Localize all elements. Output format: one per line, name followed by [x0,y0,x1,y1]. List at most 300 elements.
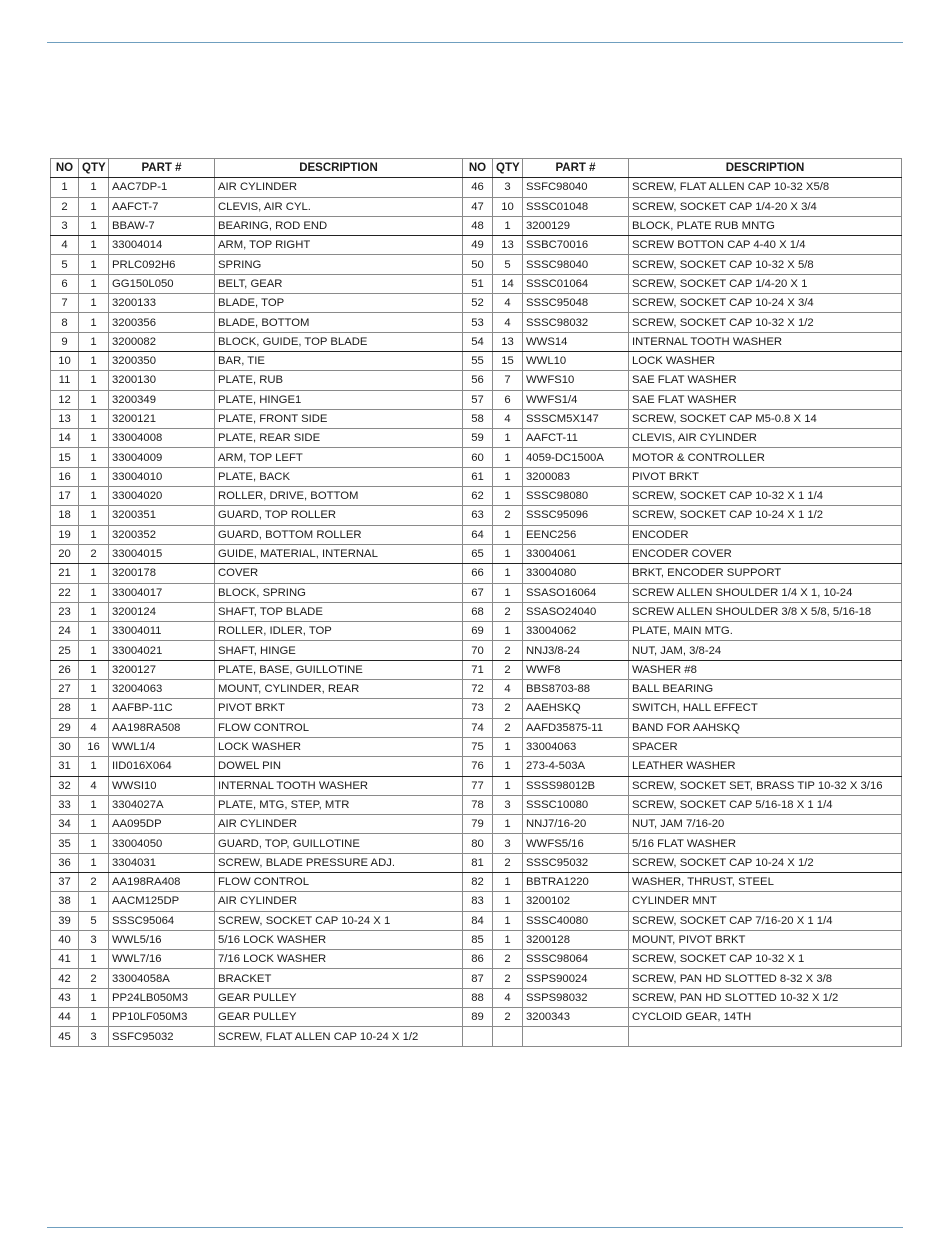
description-cell: GEAR PULLEY [215,988,463,1007]
table-row [51,371,902,390]
table-row [51,834,902,853]
description-cell: COVER [215,564,463,583]
description-cell: LOCK WASHER [629,351,902,370]
description-cell: SCREW, SOCKET CAP M5-0.8 X 14 [629,409,902,428]
item-qty-cell: 1 [79,178,109,197]
item-qty-cell: 1 [493,757,523,776]
item-qty-cell: 3 [493,795,523,814]
item-qty-cell: 1 [79,988,109,1007]
description-cell: MOUNT, PIVOT BRKT [629,930,902,949]
part-number-cell: SSSC10080 [523,795,629,814]
part-number-cell: EENC256 [523,525,629,544]
parts-list-table [50,158,902,1047]
description-cell: SWITCH, HALL EFFECT [629,699,902,718]
item-no-cell: 46 [463,178,493,197]
description-cell: SCREW, SOCKET CAP 10-24 X 1/2 [629,853,902,872]
item-no-cell: 7 [51,294,79,313]
description-cell: SHAFT, HINGE [215,641,463,660]
item-qty-cell: 1 [493,930,523,949]
part-number-cell: SSSC95032 [523,853,629,872]
part-number-cell: 33004050 [109,834,215,853]
item-no-cell: 9 [51,332,79,351]
table-row [51,1027,902,1046]
part-number-cell: WWFS10 [523,371,629,390]
description-cell: SCREW, PAN HD SLOTTED 8-32 X 3/8 [629,969,902,988]
part-number-cell: AA198RA408 [109,872,215,891]
item-no-cell: 87 [463,969,493,988]
part-number-cell: 33004063 [523,737,629,756]
item-qty-cell: 1 [79,294,109,313]
item-qty-cell: 1 [493,776,523,795]
part-number-cell: 33004080 [523,564,629,583]
part-number-cell: WWS14 [523,332,629,351]
part-number-cell: SSPS98032 [523,988,629,1007]
part-number-cell: 3200349 [109,390,215,409]
description-cell: SHAFT, TOP BLADE [215,602,463,621]
item-qty-cell: 13 [493,236,523,255]
item-no-cell: 49 [463,236,493,255]
part-number-cell: SSFC95032 [109,1027,215,1046]
item-no-cell: 21 [51,564,79,583]
description-cell: PLATE, BASE, GUILLOTINE [215,660,463,679]
item-no-cell: 76 [463,757,493,776]
description-cell: PLATE, RUB [215,371,463,390]
part-number-cell: SSSC01064 [523,274,629,293]
item-qty-cell: 1 [79,1008,109,1027]
table-row [51,969,902,988]
item-qty-cell: 1 [79,506,109,525]
item-qty-cell: 2 [79,544,109,563]
table-body [51,178,902,1046]
description-cell: 5/16 FLAT WASHER [629,834,902,853]
part-number-cell: 3200083 [523,467,629,486]
item-qty-cell: 1 [79,274,109,293]
item-no-cell: 13 [51,409,79,428]
table-row [51,409,902,428]
description-cell: MOTOR & CONTROLLER [629,448,902,467]
description-cell: SCREW, SOCKET SET, BRASS TIP 10-32 X 3/16 [629,776,902,795]
part-number-cell: GG150L050 [109,274,215,293]
item-qty-cell: 1 [493,564,523,583]
description-cell: GEAR PULLEY [215,1008,463,1027]
item-no-cell: 53 [463,313,493,332]
table-row [51,351,902,370]
table-row [51,795,902,814]
part-number-cell: 3200127 [109,660,215,679]
table-row [51,641,902,660]
part-number-cell: SSSC98080 [523,487,629,506]
table-row [51,930,902,949]
item-qty-cell: 1 [79,255,109,274]
item-qty-cell: 1 [493,467,523,486]
item-qty-cell: 2 [493,718,523,737]
item-qty-cell: 1 [79,351,109,370]
item-qty-cell: 1 [79,680,109,699]
part-number-cell: 33004008 [109,429,215,448]
item-no-cell: 38 [51,892,79,911]
item-qty-cell: 1 [79,525,109,544]
item-qty-cell: 7 [493,371,523,390]
item-no-cell: 44 [51,1008,79,1027]
item-no-cell: 68 [463,602,493,621]
item-qty-cell: 16 [79,737,109,756]
table-header-row [51,159,902,178]
item-no-cell: 28 [51,699,79,718]
description-header-2: DESCRIPTION [629,159,902,178]
item-no-cell: 85 [463,930,493,949]
description-cell: SCREW, SOCKET CAP 10-32 X 1/2 [629,313,902,332]
item-no-cell: 23 [51,602,79,621]
description-cell: SCREW, BLADE PRESSURE ADJ. [215,853,463,872]
item-qty-cell: 1 [79,641,109,660]
part-number-cell: AAFCT-11 [523,429,629,448]
description-cell: AIR CYLINDER [215,815,463,834]
table-row [51,892,902,911]
part-number-cell: SSSC98032 [523,313,629,332]
part-number-cell: 3200343 [523,1008,629,1027]
item-no-cell: 27 [51,680,79,699]
item-no-cell: 6 [51,274,79,293]
part-number-cell: SSSC95048 [523,294,629,313]
header-rule [47,42,903,43]
item-qty-cell: 1 [79,950,109,969]
item-no-cell: 37 [51,872,79,891]
part-number-cell: 3200128 [523,930,629,949]
item-no-cell: 69 [463,622,493,641]
item-no-cell: 32 [51,776,79,795]
item-qty-cell: 1 [493,892,523,911]
table-row [51,294,902,313]
description-cell: PLATE, REAR SIDE [215,429,463,448]
part-number-cell: SSSC98064 [523,950,629,969]
table-row [51,564,902,583]
description-cell: SCREW ALLEN SHOULDER 1/4 X 1, 10-24 [629,583,902,602]
description-cell: GUARD, TOP ROLLER [215,506,463,525]
table-row [51,467,902,486]
part-number-cell: WWFS5/16 [523,834,629,853]
table-row [51,680,902,699]
item-no-cell: 42 [51,969,79,988]
description-cell: SCREW, SOCKET CAP 10-24 X 1 [215,911,463,930]
item-no-cell: 57 [463,390,493,409]
description-cell: BALL BEARING [629,680,902,699]
item-qty-cell: 1 [79,564,109,583]
item-no-cell: 79 [463,815,493,834]
qty-header-2: QTY [493,159,523,178]
table-row [51,178,902,197]
description-cell: ARM, TOP LEFT [215,448,463,467]
description-cell: 7/16 LOCK WASHER [215,950,463,969]
item-no-cell: 17 [51,487,79,506]
description-cell: FLOW CONTROL [215,872,463,891]
table-row [51,313,902,332]
part-number-cell: AAC7DP-1 [109,178,215,197]
item-no-cell: 82 [463,872,493,891]
part-number-cell: SSASO16064 [523,583,629,602]
description-cell: BLADE, TOP [215,294,463,313]
part-number-cell: 3200129 [523,216,629,235]
part-number-cell: NNJ7/16-20 [523,815,629,834]
item-no-cell: 55 [463,351,493,370]
item-no-cell: 45 [51,1027,79,1046]
item-qty-cell: 1 [79,429,109,448]
item-qty-cell: 1 [493,583,523,602]
table-row [51,1008,902,1027]
part-number-cell: 33004014 [109,236,215,255]
description-cell: BLOCK, GUIDE, TOP BLADE [215,332,463,351]
item-qty-cell: 1 [79,487,109,506]
part-number-cell: WWSI10 [109,776,215,795]
table-row [51,448,902,467]
item-no-cell: 24 [51,622,79,641]
item-no-cell: 63 [463,506,493,525]
item-qty-cell: 1 [493,815,523,834]
item-qty-cell: 1 [79,390,109,409]
description-cell: PLATE, FRONT SIDE [215,409,463,428]
table-row [51,776,902,795]
item-no-cell: 36 [51,853,79,872]
part-number-cell: 33004015 [109,544,215,563]
item-qty-cell: 1 [493,622,523,641]
item-no-cell: 25 [51,641,79,660]
item-qty-cell: 1 [493,911,523,930]
table-row [51,602,902,621]
item-qty-cell: 1 [79,834,109,853]
part-number-cell: WWL5/16 [109,930,215,949]
item-qty-cell: 1 [79,409,109,428]
item-no-cell: 84 [463,911,493,930]
item-no-cell: 19 [51,525,79,544]
item-no-cell: 83 [463,892,493,911]
item-no-cell: 56 [463,371,493,390]
part-number-cell: PRLC092H6 [109,255,215,274]
description-cell: SCREW, FLAT ALLEN CAP 10-24 X 1/2 [215,1027,463,1046]
item-qty-cell: 1 [79,216,109,235]
description-cell: ROLLER, IDLER, TOP [215,622,463,641]
description-cell: AIR CYLINDER [215,892,463,911]
footer-rule [47,1227,903,1228]
item-no-cell: 67 [463,583,493,602]
description-cell [629,1027,902,1046]
description-cell: PLATE, HINGE1 [215,390,463,409]
part-number-cell: BBAW-7 [109,216,215,235]
item-qty-cell: 1 [79,467,109,486]
item-qty-cell: 2 [493,641,523,660]
table-row [51,815,902,834]
description-cell: SCREW BOTTON CAP 4-40 X 1/4 [629,236,902,255]
description-cell: CYCLOID GEAR, 14TH [629,1008,902,1027]
table-row [51,525,902,544]
description-cell: CLEVIS, AIR CYLINDER [629,429,902,448]
description-cell: DOWEL PIN [215,757,463,776]
item-no-cell: 1 [51,178,79,197]
part-number-header: PART # [109,159,215,178]
item-no-cell: 78 [463,795,493,814]
part-number-cell: WWL1/4 [109,737,215,756]
item-qty-cell: 4 [493,409,523,428]
part-number-cell: AA198RA508 [109,718,215,737]
description-cell: PIVOT BRKT [629,467,902,486]
part-number-cell: SSSC40080 [523,911,629,930]
table-row [51,911,902,930]
item-no-cell: 39 [51,911,79,930]
item-qty-cell: 1 [79,795,109,814]
table-row [51,197,902,216]
item-no-cell: 72 [463,680,493,699]
description-cell: SCREW, SOCKET CAP 1/4-20 X 1 [629,274,902,293]
part-number-cell: 4059-DC1500A [523,448,629,467]
table-row [51,988,902,1007]
item-qty-cell: 1 [493,737,523,756]
table-row [51,699,902,718]
item-no-cell: 77 [463,776,493,795]
table-row [51,544,902,563]
item-qty-cell: 1 [79,622,109,641]
part-number-cell: SSBC70016 [523,236,629,255]
part-number-cell: 32004063 [109,680,215,699]
description-cell: SCREW, SOCKET CAP 10-24 X 1 1/2 [629,506,902,525]
description-cell: BAR, TIE [215,351,463,370]
item-qty-cell: 1 [79,448,109,467]
item-no-cell: 31 [51,757,79,776]
item-qty-cell: 2 [493,506,523,525]
description-cell: CLEVIS, AIR CYL. [215,197,463,216]
item-qty-cell [493,1027,523,1046]
item-no-cell: 34 [51,815,79,834]
item-qty-cell: 2 [79,872,109,891]
description-cell: BLADE, BOTTOM [215,313,463,332]
description-cell: SAE FLAT WASHER [629,371,902,390]
item-qty-cell: 1 [493,429,523,448]
part-number-cell: 3200130 [109,371,215,390]
part-number-cell: BBTRA1220 [523,872,629,891]
description-cell: SCREW, SOCKET CAP 1/4-20 X 3/4 [629,197,902,216]
description-cell: INTERNAL TOOTH WASHER [215,776,463,795]
no-header-2: NO [463,159,493,178]
description-cell: MOUNT, CYLINDER, REAR [215,680,463,699]
part-number-cell: AAFD35875-11 [523,718,629,737]
table-row [51,216,902,235]
part-number-cell: AAFBP-11C [109,699,215,718]
table-row [51,390,902,409]
item-qty-cell: 1 [79,313,109,332]
part-number-cell: 3200133 [109,294,215,313]
description-cell: GUARD, TOP, GUILLOTINE [215,834,463,853]
item-qty-cell: 3 [493,834,523,853]
description-cell: BELT, GEAR [215,274,463,293]
part-number-cell: 3200082 [109,332,215,351]
item-no-cell: 52 [463,294,493,313]
part-number-cell: 273-4-503A [523,757,629,776]
item-qty-cell: 5 [79,911,109,930]
item-qty-cell: 1 [79,236,109,255]
item-no-cell: 61 [463,467,493,486]
item-qty-cell: 1 [493,872,523,891]
item-qty-cell: 2 [79,969,109,988]
item-qty-cell: 4 [493,988,523,1007]
part-number-cell: WWL7/16 [109,950,215,969]
table-row [51,332,902,351]
item-no-cell: 71 [463,660,493,679]
item-no-cell [463,1027,493,1046]
part-number-cell: NNJ3/8-24 [523,641,629,660]
item-no-cell: 54 [463,332,493,351]
table-row [51,487,902,506]
item-no-cell: 81 [463,853,493,872]
item-qty-cell: 1 [493,216,523,235]
part-number-cell: 3200350 [109,351,215,370]
description-cell: SPACER [629,737,902,756]
description-cell: LEATHER WASHER [629,757,902,776]
item-qty-cell: 3 [79,1027,109,1046]
description-cell: SPRING [215,255,463,274]
item-qty-cell: 4 [79,776,109,795]
item-no-cell: 60 [463,448,493,467]
item-qty-cell: 3 [493,178,523,197]
item-no-cell: 89 [463,1008,493,1027]
item-no-cell: 26 [51,660,79,679]
item-no-cell: 65 [463,544,493,563]
item-no-cell: 11 [51,371,79,390]
table-row [51,872,902,891]
part-number-cell: WWFS1/4 [523,390,629,409]
part-number-cell: PP24LB050M3 [109,988,215,1007]
table-row [51,737,902,756]
item-no-cell: 18 [51,506,79,525]
item-no-cell: 20 [51,544,79,563]
part-number-cell: WWF8 [523,660,629,679]
item-no-cell: 35 [51,834,79,853]
part-number-cell: 33004058A [109,969,215,988]
item-qty-cell: 1 [79,757,109,776]
description-cell: PLATE, MAIN MTG. [629,622,902,641]
item-no-cell: 10 [51,351,79,370]
part-number-cell: 3200356 [109,313,215,332]
item-no-cell: 50 [463,255,493,274]
item-qty-cell: 1 [79,853,109,872]
table-row [51,429,902,448]
item-no-cell: 22 [51,583,79,602]
table-row [51,506,902,525]
table-row [51,274,902,293]
part-number-cell: 33004017 [109,583,215,602]
item-no-cell: 43 [51,988,79,1007]
item-no-cell: 33 [51,795,79,814]
part-number-cell: SSSCM5X147 [523,409,629,428]
description-cell: SCREW, SOCKET CAP 10-24 X 3/4 [629,294,902,313]
description-cell: PLATE, BACK [215,467,463,486]
item-no-cell: 2 [51,197,79,216]
item-qty-cell: 1 [493,448,523,467]
part-number-cell: SSSC95064 [109,911,215,930]
item-qty-cell: 1 [79,371,109,390]
item-qty-cell: 2 [493,602,523,621]
item-qty-cell: 1 [79,197,109,216]
item-no-cell: 47 [463,197,493,216]
item-no-cell: 62 [463,487,493,506]
description-cell: NUT, JAM, 3/8-24 [629,641,902,660]
part-number-cell: BBS8703-88 [523,680,629,699]
item-no-cell: 51 [463,274,493,293]
item-qty-cell: 1 [79,602,109,621]
table-row [51,236,902,255]
description-cell: SCREW, SOCKET CAP 10-32 X 1 [629,950,902,969]
item-qty-cell: 14 [493,274,523,293]
description-cell: BRKT, ENCODER SUPPORT [629,564,902,583]
item-no-cell: 73 [463,699,493,718]
description-cell: BAND FOR AAHSKQ [629,718,902,737]
description-cell: 5/16 LOCK WASHER [215,930,463,949]
